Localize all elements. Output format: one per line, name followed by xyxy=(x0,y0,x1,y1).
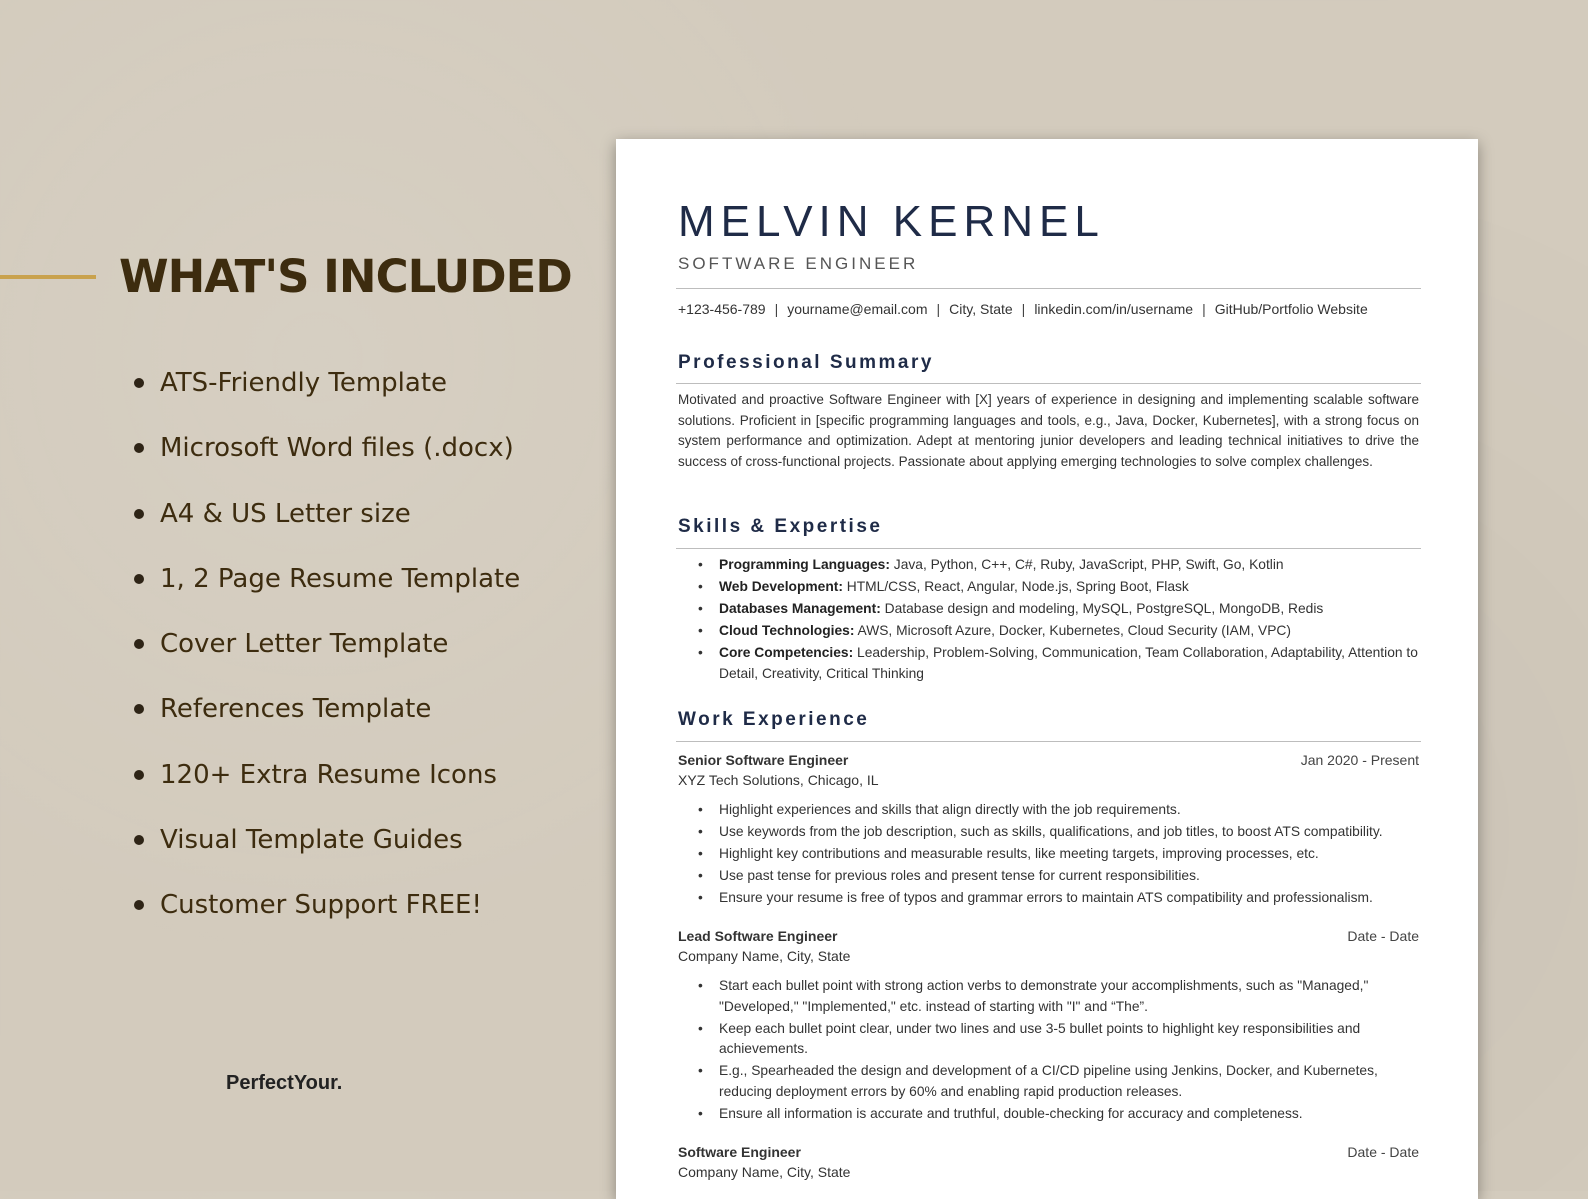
bullet-dot-icon xyxy=(134,770,144,780)
job-bullet: • Start each bullet point with strong action verbs to demonstrate your accomplishments, such as "Managed," "Developed," "Implemented," etc. instead of starting with "I" and “The”. xyxy=(678,976,1419,1017)
job-title: Senior Software Engineer xyxy=(678,752,849,768)
feature-item: Microsoft Word files (.docx) xyxy=(130,425,520,490)
divider xyxy=(676,741,1421,742)
feature-list xyxy=(130,360,520,948)
whats-included-heading: WHAT'S INCLUDED xyxy=(119,250,572,303)
resume-name: MELVIN KERNEL xyxy=(678,197,1105,246)
job-bullets xyxy=(678,976,1419,1126)
feature-item: 1, 2 Page Resume Template xyxy=(130,556,520,621)
job-date: Jan 2020 - Present xyxy=(1300,752,1419,768)
contact-line: +123-456-789 | yourname@email.com | City, State | linkedin.com/in/username | GitHub/Portfolio Website xyxy=(678,301,1368,317)
bullet-dot-icon xyxy=(134,900,144,910)
skill-item: • Core Competencies: Leadership, Problem-Solving, Communication, Team Collaboration, Adaptability, Attention to Detail, Creativity, Critical Thinking xyxy=(678,643,1419,684)
job-bullet: • E.g., Spearheaded the design and development of a CI/CD pipeline using Jenkins, Docker, and Kubernetes, reducing deployment errors by 60% and enabling rapid production releases. xyxy=(678,1061,1419,1102)
job-bullet: • Keep each bullet point clear, under two lines and use 3-5 bullet points to highlight key responsibilities and achievements. xyxy=(678,1019,1419,1060)
feature-item: A4 & US Letter size xyxy=(130,491,520,556)
job-company: Company Name, City, State xyxy=(678,948,851,964)
contact-location: City, State xyxy=(949,301,1013,317)
contact-linkedin: linkedin.com/in/username xyxy=(1034,301,1194,317)
skill-item: • Web Development: HTML/CSS, React, Angular, Node.js, Spring Boot, Flask xyxy=(678,577,1419,598)
bullet-dot-icon xyxy=(134,704,144,714)
job-bullet: • Use past tense for previous roles and present tense for current responsibilities. xyxy=(678,866,1419,887)
job-title: Lead Software Engineer xyxy=(678,928,838,944)
job-date: Date - Date xyxy=(1347,1144,1419,1160)
job-company: XYZ Tech Solutions, Chicago, IL xyxy=(678,772,879,788)
job-bullets xyxy=(678,800,1419,910)
job-date: Date - Date xyxy=(1347,928,1419,944)
feature-item: Visual Template Guides xyxy=(130,817,520,882)
skills-list xyxy=(678,555,1419,686)
feature-item: 120+ Extra Resume Icons xyxy=(130,752,520,817)
job-company: Company Name, City, State xyxy=(678,1164,851,1180)
divider xyxy=(676,288,1421,289)
job-bullet: • Ensure your resume is free of typos and grammar errors to maintain ATS compatibility and professionalism. xyxy=(678,888,1419,909)
resume-title: SOFTWARE ENGINEER xyxy=(678,254,919,273)
job-header xyxy=(678,752,1419,768)
summary-text: Motivated and proactive Software Engineer with [X] years of experience in designing and implementing scalable software solutions. Proficient in [specific programming languages and tools, e.g., Java, Docker, Kubernetes], with a strong focus on system performance and optimization. Adept at mentoring junior developers and leading technical initiatives to drive the success of cross-functional projects. Passionate about applying emerging technologies to solve complex challenges. xyxy=(678,392,1419,469)
bullet-dot-icon xyxy=(134,835,144,845)
divider xyxy=(676,383,1421,384)
section-heading-summary: Professional Summary xyxy=(678,352,934,373)
contact-email: yourname@email.com xyxy=(787,301,928,317)
feature-item: ATS-Friendly Template xyxy=(130,360,520,425)
skill-item: • Cloud Technologies: AWS, Microsoft Azure, Docker, Kubernetes, Cloud Security (IAM, VPC) xyxy=(678,621,1419,642)
feature-item: Cover Letter Template xyxy=(130,621,520,686)
skill-item: • Programming Languages: Java, Python, C++, C#, Ruby, JavaScript, PHP, Swift, Go, Kotlin xyxy=(678,555,1419,576)
job-bullet: • Ensure all information is accurate and truthful, double-checking for accuracy and completeness. xyxy=(678,1104,1419,1125)
divider xyxy=(676,548,1421,549)
bullet-dot-icon xyxy=(134,574,144,584)
job-header xyxy=(678,1144,1419,1160)
section-heading-work: Work Experience xyxy=(678,709,870,730)
accent-line xyxy=(0,275,96,279)
section-heading-skills: Skills & Expertise xyxy=(678,516,883,537)
feature-item: Customer Support FREE! xyxy=(130,882,520,947)
contact-phone: +123-456-789 xyxy=(678,301,766,317)
brand-logo: PerfectYour. xyxy=(226,1072,343,1094)
bullet-dot-icon xyxy=(134,378,144,388)
job-header xyxy=(678,928,1419,944)
bullet-dot-icon xyxy=(134,509,144,519)
job-bullet: • Highlight key contributions and measurable results, like meeting targets, improving processes, etc. xyxy=(678,844,1419,865)
job-bullet: • Highlight experiences and skills that align directly with the job requirements. xyxy=(678,800,1419,821)
job-bullet: • Use keywords from the job description, such as skills, qualifications, and job titles, to boost ATS compatibility. xyxy=(678,822,1419,843)
feature-item: References Template xyxy=(130,686,520,751)
skill-item: • Databases Management: Database design and modeling, MySQL, PostgreSQL, MongoDB, Redis xyxy=(678,599,1419,620)
job-title: Software Engineer xyxy=(678,1144,801,1160)
bullet-dot-icon xyxy=(134,443,144,453)
bullet-dot-icon xyxy=(134,639,144,649)
contact-portfolio: GitHub/Portfolio Website xyxy=(1214,301,1368,317)
resume-page xyxy=(616,139,1478,1199)
